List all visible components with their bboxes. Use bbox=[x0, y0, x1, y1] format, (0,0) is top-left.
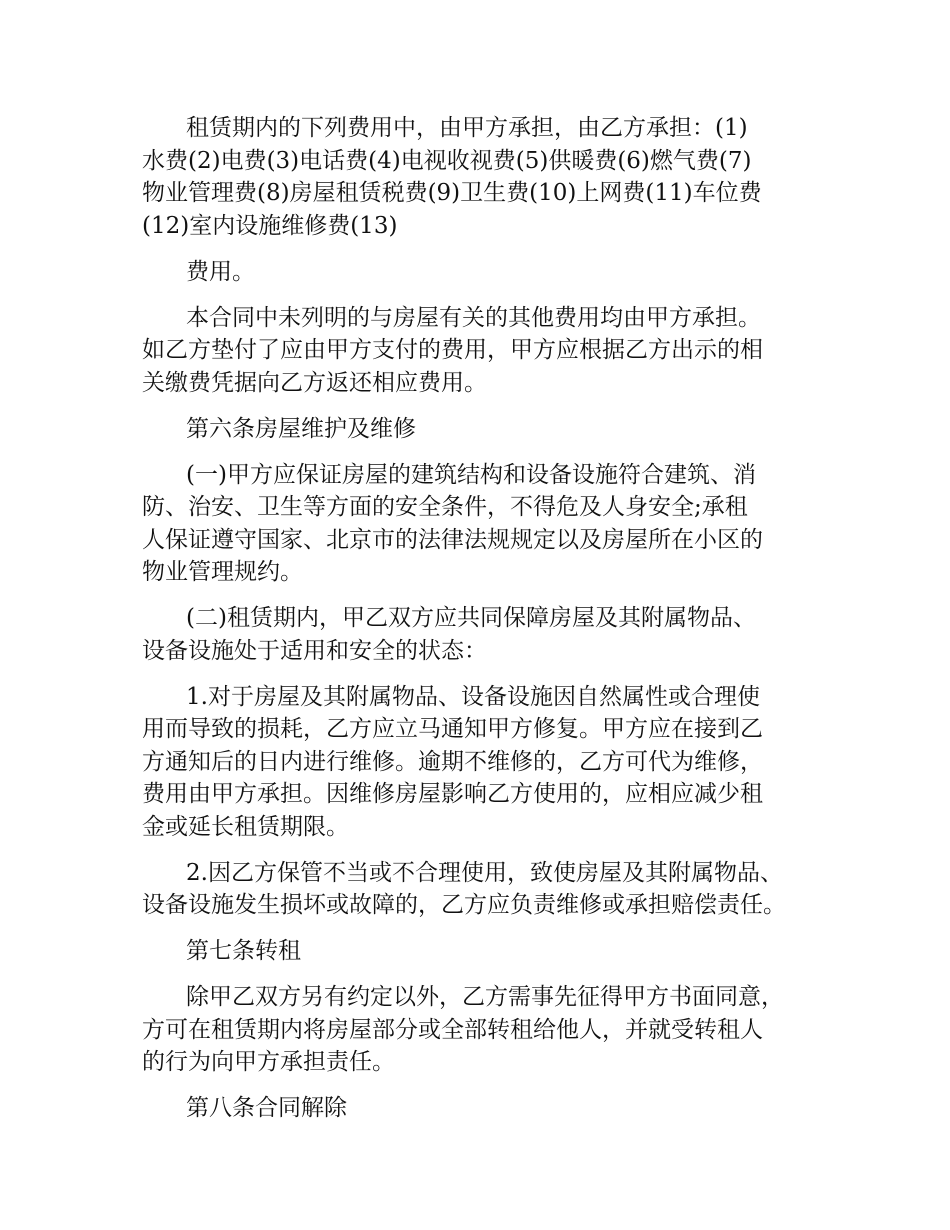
text-line: 如乙方垫付了应由甲方支付的费用，甲方应根据乙方出示的相 bbox=[142, 337, 763, 363]
text-line: 除甲乙双方另有约定以外，乙方需事先征得甲方书面同意， bbox=[186, 984, 784, 1010]
section-heading-article-6 bbox=[142, 413, 814, 446]
text-line: 第八条合同解除 bbox=[186, 1095, 347, 1121]
paragraph-fees-list bbox=[142, 112, 814, 242]
text-line: 费用。 bbox=[186, 258, 255, 285]
text-line: 2.因乙方保管不当或不合理使用，致使房屋及其附属物品、 bbox=[186, 859, 783, 886]
text-line: 防、治安、卫生等方面的安全条件，不得危及人身安全;承租 bbox=[142, 494, 748, 520]
text-line: 费用由甲方承担。因维修房屋影响乙方使用的，应相应减少租 bbox=[142, 781, 763, 807]
text-line: 物业管理规约。 bbox=[142, 559, 303, 585]
text-line: 水费(2)电费(3)电话费(4)电视收视费(5)供暖费(6)燃气费(7) bbox=[142, 147, 752, 174]
paragraph-other-fees bbox=[142, 302, 814, 400]
text-line: 第七条转租 bbox=[186, 938, 301, 964]
text-line: 第六条房屋维护及维修 bbox=[186, 415, 416, 442]
paragraph-item-2 bbox=[142, 857, 814, 922]
paragraph-fees-end bbox=[142, 256, 814, 289]
text-line: (12)室内设施维修费(13) bbox=[142, 212, 398, 239]
text-line: 租赁期内的下列费用中，由甲方承担，由乙方承担：(1) bbox=[186, 115, 748, 141]
section-heading-article-8 bbox=[142, 1092, 814, 1125]
text-line: 金或延长租赁期限。 bbox=[142, 813, 349, 840]
paragraph-clause-6-1 bbox=[142, 459, 814, 589]
text-line: (一)甲方应保证房屋的建筑结构和设备设施符合建筑、消 bbox=[186, 461, 756, 488]
text-line: 用而导致的损耗，乙方应立马通知甲方修复。甲方应在接到乙 bbox=[142, 716, 763, 742]
text-line: 人保证遵守国家、北京市的法律法规规定以及房屋所在小区的 bbox=[142, 526, 763, 553]
text-line: 方通知后的日内进行维修。逾期不维修的，乙方可代为维修， bbox=[142, 748, 763, 775]
document-page bbox=[142, 112, 814, 1138]
text-line: 方可在租赁期内将房屋部分或全部转租给他人，并就受转租人 bbox=[142, 1016, 763, 1043]
text-line: 设备设施发生损坏或故障的，乙方应负责维修或承担赔偿责任。 bbox=[142, 892, 786, 918]
text-line: 1.对于房屋及其附属物品、设备设施因自然属性或合理使 bbox=[186, 683, 760, 710]
text-line: (二)租赁期内，甲乙双方应共同保障房屋及其附属物品、 bbox=[186, 605, 756, 631]
text-line: 的行为向甲方承担责任。 bbox=[142, 1049, 395, 1075]
text-line: 本合同中未列明的与房屋有关的其他费用均由甲方承担。 bbox=[186, 304, 761, 331]
paragraph-sublease bbox=[142, 981, 814, 1079]
paragraph-item-1 bbox=[142, 681, 814, 844]
text-line: 关缴费凭据向乙方返还相应费用。 bbox=[142, 369, 487, 396]
text-line: 物业管理费(8)房屋租赁税费(9)卫生费(10)上网费(11)车位费 bbox=[142, 180, 762, 206]
text-line: 设备设施处于适用和安全的状态： bbox=[142, 637, 487, 664]
paragraph-clause-6-2 bbox=[142, 602, 814, 667]
section-heading-article-7 bbox=[142, 935, 814, 968]
